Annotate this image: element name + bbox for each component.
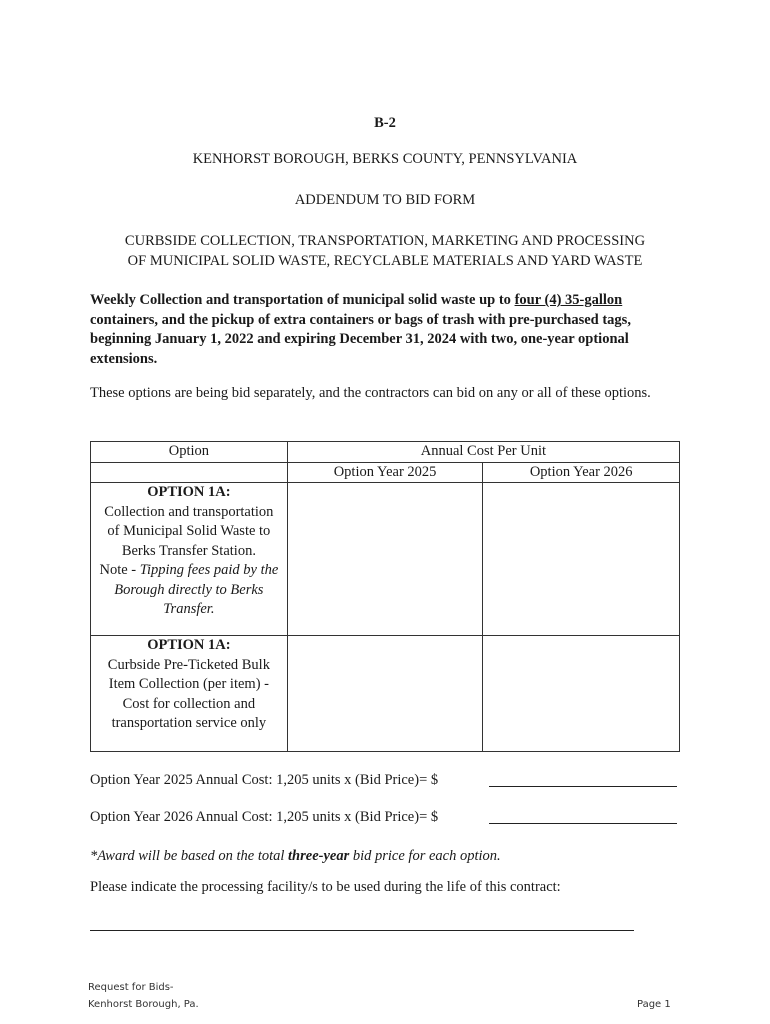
footer-left <box>88 979 199 1013</box>
table-subheader-row <box>91 462 680 483</box>
scope-underlined: four (4) 35-gallon <box>514 292 623 308</box>
form-title: ADDENDUM TO BID FORM <box>294 192 476 208</box>
price-cell-2025[interactable] <box>287 636 483 752</box>
page-number: Page 1 <box>637 999 671 1010</box>
subject-title <box>0 232 770 271</box>
table-row <box>91 636 680 752</box>
option-description: Curbside Pre-Ticketed Bulk Item Collection (per item) - Cost for collection and transportation service only <box>107 656 270 731</box>
header-annual-cost: Annual Cost Per Unit <box>287 442 679 463</box>
price-cell-2025[interactable] <box>287 483 483 636</box>
award-note-before: *Award will be based on the total <box>90 848 289 864</box>
footer-line-1: Request for Bids- <box>88 982 174 993</box>
footer-line-2: Kenhorst Borough, Pa. <box>88 999 199 1010</box>
award-note-after: bid price for each option. <box>349 848 501 864</box>
annual-cost-2026-blank[interactable] <box>489 823 677 824</box>
facility-prompt: Please indicate the processing facility/s to be used during the life of this contract: <box>90 879 561 895</box>
bid-table <box>90 441 680 752</box>
header-year-2026: Option Year 2026 <box>483 462 680 483</box>
scope-part-2: containers, and the pickup of extra containers or bags of trash with pre-purchased tags, beginning January 1, 2022 and expiring December 31, 2024 with two, one-year optional extensions. <box>90 311 631 367</box>
scope-paragraph <box>90 291 682 369</box>
subject-line-2: OF MUNICIPAL SOLID WASTE, RECYCLABLE MATERIALS AND YARD WASTE <box>127 252 643 269</box>
header-year-2025: Option Year 2025 <box>287 462 483 483</box>
facility-answer-line[interactable] <box>90 930 634 931</box>
award-note-bold: three-year <box>288 848 350 864</box>
option-cell <box>91 636 288 752</box>
annual-cost-2026-label: Option Year 2026 Annual Cost: 1,205 units x (Bid Price)= $ <box>90 809 439 825</box>
price-cell-2026[interactable] <box>483 636 680 752</box>
price-cell-2026[interactable] <box>483 483 680 636</box>
table-row <box>91 483 680 636</box>
intro-paragraph: These options are being bid separately, and the contractors can bid on any or all of these options. <box>90 385 651 401</box>
note-text: Tipping fees paid by the Borough directly to Berks Transfer. <box>114 562 279 617</box>
annual-cost-2025-blank[interactable] <box>489 786 677 787</box>
option-note <box>97 561 281 620</box>
header-blank <box>91 462 288 483</box>
award-note <box>90 847 682 867</box>
header-option: Option <box>91 442 288 463</box>
table-header-row <box>91 442 680 463</box>
municipality-title: KENHORST BOROUGH, BERKS COUNTY, PENNSYLVANIA <box>192 151 578 167</box>
scope-part-1: Weekly Collection and transportation of municipal solid waste up to <box>90 292 515 308</box>
annual-cost-2025-label: Option Year 2025 Annual Cost: 1,205 units x (Bid Price)= $ <box>90 772 439 788</box>
option-heading: OPTION 1A: <box>147 637 231 653</box>
note-label: Note - <box>99 562 140 578</box>
document-code: B-2 <box>374 115 396 131</box>
subject-line-1: CURBSIDE COLLECTION, TRANSPORTATION, MARKETING AND PROCESSING <box>124 233 646 249</box>
option-cell <box>91 483 288 636</box>
option-description: Collection and transportation of Municipal Solid Waste to Berks Transfer Station. <box>104 503 274 559</box>
option-heading: OPTION 1A: <box>147 484 231 500</box>
